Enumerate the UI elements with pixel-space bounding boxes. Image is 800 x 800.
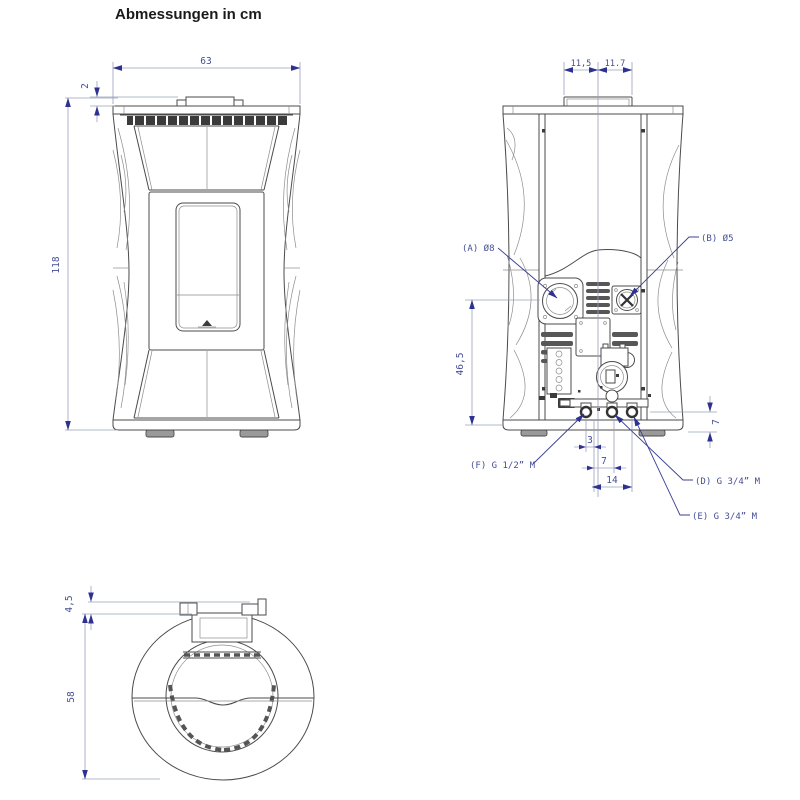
connection-f-label: (F) G 1/2” M bbox=[470, 461, 536, 471]
rear-panel-curve bbox=[545, 250, 641, 276]
dim-flue-height bbox=[455, 300, 540, 425]
front-view bbox=[51, 56, 300, 437]
dim-text-7-height: 7 bbox=[711, 419, 722, 425]
dim-text-63: 63 bbox=[200, 56, 212, 67]
front-convection-grille bbox=[120, 115, 293, 125]
top-view bbox=[64, 586, 314, 780]
dim-text-11-5: 11,5 bbox=[570, 59, 592, 69]
connection-e-fitting bbox=[627, 407, 637, 417]
dim-text-46-5: 46,5 bbox=[455, 352, 466, 376]
front-foot-right bbox=[240, 430, 268, 437]
connection-d-label: (D) G 3/4” M bbox=[695, 477, 761, 487]
dim-text-7-spacing: 7 bbox=[601, 456, 607, 467]
stove-door bbox=[149, 192, 264, 350]
front-foot-left bbox=[146, 430, 174, 437]
front-base bbox=[113, 420, 300, 437]
rear-foot-left bbox=[521, 430, 547, 436]
page-title: Abmessungen in cm bbox=[115, 6, 262, 23]
front-top-plate bbox=[113, 97, 300, 114]
dim-connection-spacings bbox=[574, 420, 632, 492]
dim-front-lid-height bbox=[80, 81, 178, 122]
rear-view bbox=[455, 59, 761, 522]
dim-text-118: 118 bbox=[51, 256, 62, 274]
dim-text-11-7: 11.7 bbox=[604, 59, 626, 69]
terminal-strip bbox=[539, 348, 571, 400]
flue-label: (A) Ø8 bbox=[462, 244, 495, 254]
connection-e-label: (E) G 3/4” M bbox=[692, 512, 758, 522]
dim-text-4-5: 4,5 bbox=[64, 595, 75, 613]
door-window bbox=[176, 203, 240, 331]
front-lower-panel bbox=[134, 350, 279, 418]
dim-text-58: 58 bbox=[66, 691, 77, 703]
circulation-pump bbox=[597, 344, 629, 393]
front-upper-panel bbox=[134, 126, 279, 190]
dim-text-3: 3 bbox=[587, 435, 593, 446]
dim-front-total-height bbox=[51, 98, 118, 430]
rear-top-plate bbox=[503, 97, 683, 114]
air-intake-label: (B) Ø5 bbox=[701, 234, 734, 244]
flue-outlet bbox=[538, 278, 583, 324]
dim-text-2: 2 bbox=[80, 83, 91, 89]
air-intake bbox=[612, 286, 641, 314]
dim-text-14: 14 bbox=[606, 475, 618, 486]
dim-connection-height bbox=[650, 396, 722, 448]
